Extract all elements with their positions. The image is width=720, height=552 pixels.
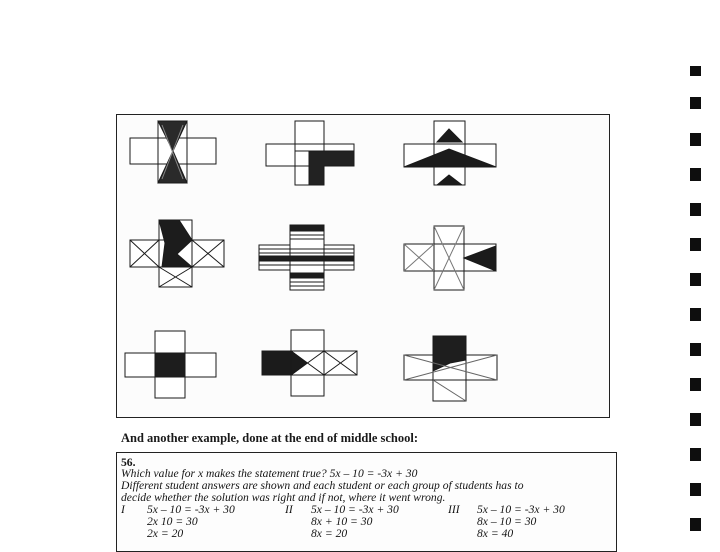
margin-mark [690,343,701,356]
solution-step: 8x = 40 [477,527,514,540]
margin-mark [690,168,701,181]
problem-question: Which value for x makes the statement true? 5x – 10 = -3x + 30 [121,467,418,480]
net-shaded-arrow [130,220,224,287]
margin-mark [690,483,701,496]
problem-instructions: Different student answers are shown and each student or each group of students has to [121,479,524,492]
net-shaded-corner [266,121,354,185]
net-diagonal-triangle [404,226,496,290]
solution-label: III [448,503,460,516]
solution-step: 5x – 10 = -3x + 30 [147,503,235,516]
margin-mark [690,66,701,76]
net-left-triangle [262,330,357,396]
solution-step: 2x 10 = 30 [147,515,198,528]
margin-mark [690,518,701,531]
margin-mark [690,273,701,286]
margin-mark [690,308,701,321]
net-shaded-hourglass [130,121,216,183]
margin-mark [690,133,701,146]
solution-step: 5x – 10 = -3x + 30 [311,503,399,516]
margin-mark [690,378,701,391]
problem-number: 56. [121,456,136,469]
solution-label: II [285,503,293,516]
margin-mark [690,97,701,109]
net-center-square [125,331,216,398]
problem-instructions: decide whether the solution was right and if not, where it went wrong. [121,491,446,504]
net-triangles [404,121,496,185]
solution-step: 8x + 10 = 30 [311,515,373,528]
margin-mark [690,203,701,216]
solution-step: 8x – 10 = 30 [477,515,537,528]
problem-box [116,452,617,552]
net-striped [259,225,354,290]
net-bottom-shade [404,336,497,401]
solution-label: I [121,503,125,516]
solution-step: 5x – 10 = -3x + 30 [477,503,565,516]
solution-step: 8x = 20 [311,527,348,540]
margin-mark [690,238,701,251]
cube-net-figure [116,114,610,418]
margin-mark [690,448,701,461]
section-caption: And another example, done at the end of middle school: [121,431,419,445]
margin-mark [690,413,701,426]
solution-step: 2x = 20 [147,527,184,540]
